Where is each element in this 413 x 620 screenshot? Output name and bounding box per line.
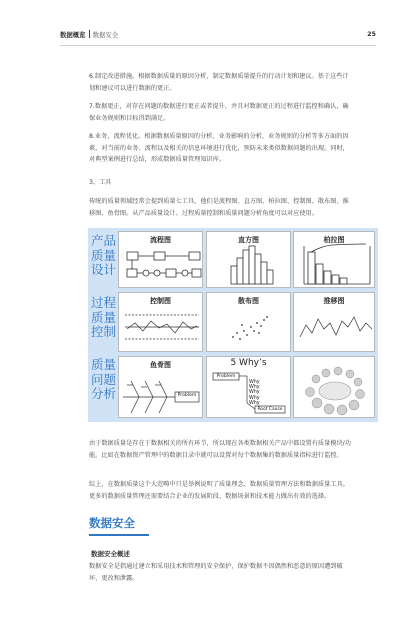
histogram-card	[206, 231, 291, 288]
paragraph-step-7: 7.数据更正，对存在问题的数据进行更正或者提升，并且对数据更正的过程进行监控和确认，确保业务规则和目标得到满足。	[89, 103, 349, 122]
fishbone-problem-label: Problem	[177, 393, 197, 398]
run-chart-title: 推移图	[323, 297, 345, 305]
paragraph-step-6: 6.制定改进措施。根据数据质量的原因分析，制定数据质量提升的行动计划和建议。基于这些计划和建议可以进行数据的更正。	[89, 73, 349, 92]
row-label-process-control: 过程质量控制	[91, 295, 117, 339]
run-chart-card	[293, 292, 375, 352]
fishbone-card	[118, 356, 203, 418]
header-section: 数据安全	[92, 31, 119, 39]
pareto-card	[293, 231, 375, 288]
why-item: Why	[249, 395, 260, 401]
flowchart-title: 流程图	[150, 236, 171, 244]
five-why-list	[249, 380, 260, 406]
histogram-title: 直方图	[238, 236, 259, 244]
subsection-title: 数据安全概述	[91, 550, 130, 558]
paragraph-quality-modules: 由于数据质量是存在于数据相关的所有环节，所以现在各类数据相关产品中都设置有质量模块/功能。比如在数据资产管理中的数据目录中就可以设置对每个数据集的数据质量指标进行监控。	[89, 440, 351, 459]
fishbone-title: 鱼骨图	[150, 361, 171, 369]
why-item: Why	[249, 380, 260, 385]
people-discussion-card	[293, 356, 375, 418]
paragraph-summary: 综上，在数据质量这个大范畴中只是举例说明了质量理念、数据质量管理方法和数据质量工具。更多的数据质量管理还需要结合企业的发展阶段、数据场景和技术能力做出有效的选择。	[89, 481, 349, 500]
scatter-title: 散布图	[238, 297, 259, 305]
heading-tools: 3、工具	[89, 179, 112, 186]
five-why-problem-label: Problem	[216, 374, 236, 379]
five-why-card	[206, 356, 291, 418]
scatter-card	[206, 292, 291, 352]
section-title-underline	[89, 534, 149, 536]
header-divider	[89, 30, 90, 38]
header-brand: 数据概览	[60, 31, 86, 39]
control-chart-card	[118, 292, 203, 352]
why-item: Why	[249, 385, 260, 391]
paragraph-tools: 传统的质量领域经常会提到质量七工具，他们是流程图、直方图、柏拉图、控制图、散布图、推移图、鱼骨图。从产品质量设计、过程质量控制和质量问题分析角度可以对应使用。	[89, 198, 349, 217]
pareto-title: 柏拉图	[323, 236, 345, 244]
people-circle-icon	[294, 357, 376, 419]
fishbone-icon	[119, 357, 204, 419]
paragraph-step-8: 8.业务、流程优化。根据数据质量原因的分析、业务影响的分析，业务规则的分析等多方面的因素，对当前的业务、流程以及相关的信息环境进行优化，预防未来类似数据问题的出现。同时，对典型案例进行总结，形成数据质量管理知识库。	[89, 133, 349, 164]
root-cause-label: Root Cause	[257, 407, 283, 412]
row-label-problem-analysis: 质量问题分析	[91, 357, 117, 401]
histogram-icon	[207, 232, 292, 289]
flowchart-icon	[119, 232, 204, 289]
scatter-icon	[207, 293, 292, 353]
run-chart-icon	[294, 293, 376, 353]
section-title: 数据安全	[89, 516, 135, 530]
control-chart-icon	[119, 293, 204, 353]
page-number: 25	[367, 30, 376, 38]
why-item: Why	[249, 400, 260, 406]
quality-tools-figure	[88, 228, 378, 422]
pareto-icon	[294, 232, 376, 289]
five-why-title: 5 Why’s	[230, 358, 267, 368]
paragraph-security-overview: 数据安全是指通过建立和采用技术和管理的安全保护，保护数据不因偶然和恶意的原因遭到破坏、更改和泄露。	[89, 563, 343, 582]
header-rule	[60, 45, 376, 46]
row-label-product-design: 产品质量设计	[91, 233, 117, 277]
page-header	[60, 30, 376, 42]
why-item: Why	[249, 390, 260, 396]
flowchart-card	[118, 231, 203, 288]
control-chart-title: 控制图	[150, 297, 171, 305]
